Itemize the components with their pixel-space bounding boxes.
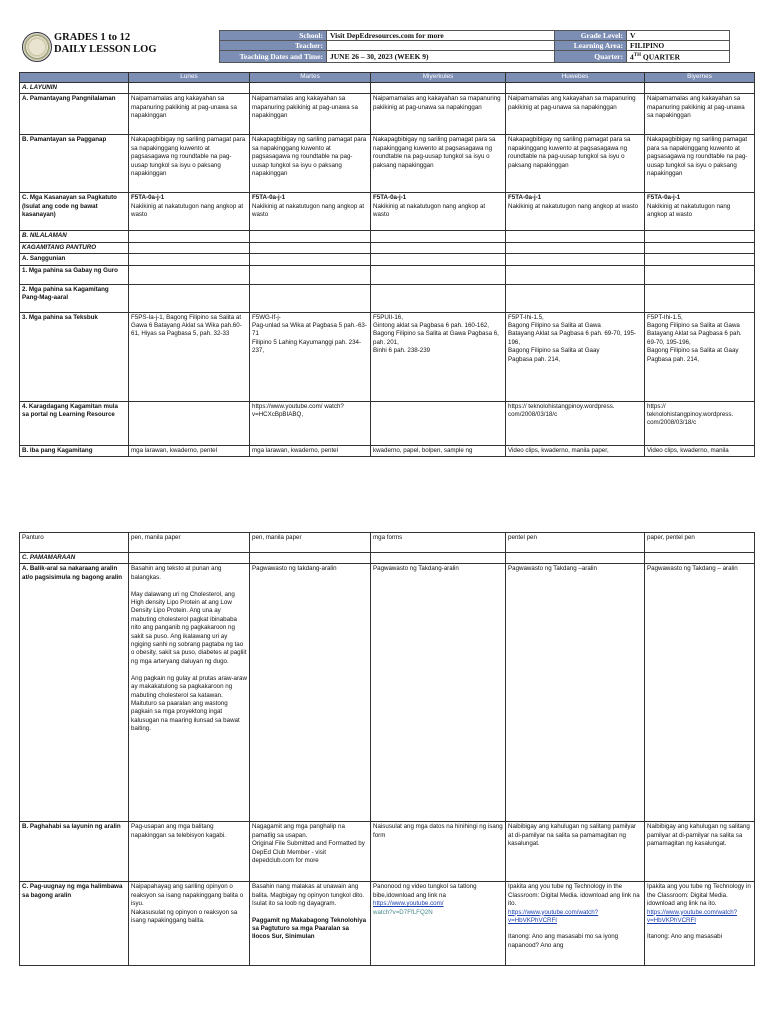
cell: Nagagamit ang mga panghalip na pamatlig sa usapan. Original File Submitted and Formatted by DepEd Club Member - visit depedclub.com for more [250,822,371,882]
title-line-1: GRADES 1 to 12 [54,32,131,43]
table-row [20,284,755,312]
cell [250,193,371,231]
cell: Pagwawasto ng Takdang –aralin [506,564,645,822]
cell: F5PT-Ihi-1.5, Bagong Filipino sa Salita at Gawa Batayang Aklat sa Pagbasa 6 pah. 69-70, 195-196, Bagong Filipino sa Salita at Gaay Pagbasa pah. 214, [506,312,645,401]
school-value: Visit DepEdresources.com for more [327,31,555,41]
cell: Nakapagbibigay ng sariling pamagat para sa napakinggang kuwento at pagsasagawa ng roundtable na pag-uusap tungkol sa isyu o paksang napakinggan [645,135,755,193]
cell: Naibibigay ang kahulugan ng salitang pamilyar at di-pamilyar na salita sa pamamagitan ng kasalungat. [645,822,755,882]
table-row [20,135,755,193]
cell [506,882,645,966]
video-link[interactable]: https://www.youtube.com/watch?v=HbVKPhVCRFI [508,908,599,925]
table-row [20,231,755,242]
day-martes: Martes [250,73,371,83]
video-link[interactable]: https://www.youtube.com/ [373,900,444,908]
table-row [20,83,755,94]
dates-label: Teaching Dates and Time: [220,51,327,63]
cell: Naipamamalas ang kakayahan sa mapanuring pakikinig at pag-unawa sa napakinggan [506,94,645,135]
row-label-paghahabi: B. Paghahabi sa layunin ng aralin [20,822,129,882]
area-label: Learning Area: [555,41,627,51]
cell [371,882,506,966]
cell: Video clips, kwaderno, manila paper, [506,445,645,456]
day-biyernes: Biyernes [645,73,755,83]
cell [506,193,645,231]
cell: Naipamamalas ang kakayahan sa mapanuring pakikinig at pag-unawa sa napakinggan [129,94,250,135]
table-row [20,312,755,401]
cell: Naipamamalas ang kakayahan sa mapanuring pakikinig at pag-unawa sa napakinggan [371,94,506,135]
quarter-number: 4 [630,52,634,62]
cell-text: Basahin nang malakas at unawain ang balita. Magbigay ng opinyon tungkol dito. Isulat ito sa loob ng dayagram. [252,883,365,908]
row-label-gabay: 1. Mga pahina sa Gabay ng Guro [20,265,129,284]
day-lunes: Lunes [129,73,250,83]
lesson-log-table-page-1 [19,72,755,457]
cell: Naipapahayag ang sariling opinyon o reaksyon sa isang napakinggang balita o isyu. Nakasusulat ng opinyon o reaksyon sa isang napakinggang balita. [129,882,250,966]
row-label-karagdagang: 4. Karagdagang Kagamitan mula sa portal ng Learning Resource [20,401,129,445]
cell-text: Itanong: Ano ang masasabi mo sa iyong napanood? Ano ang [508,933,619,949]
table-row [20,564,755,822]
quarter-word: QUARTER [640,52,681,62]
day-huwebes: Huwebes [506,73,645,83]
competency-code: F5TA-0a-j-1 [508,194,542,202]
table-row [20,193,755,231]
deped-seal-icon [22,32,52,62]
video-link[interactable]: https://www.youtube.com/watch?v=HbVKPhVCRFI [647,908,738,925]
cell: Pagwawasto ng Takdang-aralin [371,564,506,822]
row-label-kasanayan: C. Mga Kasanayan sa Pagkatuto (Isulat ang code ng bawat kasanayan) [20,193,129,231]
cell: Video clips, kwaderno, manila [645,445,755,456]
cell: mga larawan, kwaderno, pentel [129,445,250,456]
document-title [54,32,157,56]
cell: F5PT-Ihi-1.5, Bagong Filipino sa Salita at Gawa Batayang Aklat sa Pagbasa 6 pah. 69-70, 195-196, Bagong Filipino sa Salita at Gaay Pagbasa pah. 214, [645,312,755,401]
table-row [20,94,755,135]
table-row [20,553,755,564]
header-info-table [219,30,730,63]
day-miyerkules: Miyerkules [371,73,506,83]
row-label-balik-aral: A. Balik-aral sa nakaraang aralin at/o pagsisimula ng bagong aralin [20,564,129,822]
competency-text: Nakikinig at nakatutugon nang angkop at wasto [252,202,365,219]
competency-code: F5TA-0a-j-1 [131,194,165,202]
table-row [20,445,755,456]
cell: Nakapagbibigay ng sariling pamagat para sa napakinggang kuwento at pagsasagawa ng roundtable na pag-uusap tungkol sa isyu o paksang napakinggan [371,135,506,193]
section-layunin: A. LAYUNIN [20,83,129,94]
cell [645,882,755,966]
cell [371,193,506,231]
cell [250,882,371,966]
table-row [20,822,755,882]
day-header-row [20,73,755,83]
competency-text: Nakikinig at nakatutugon nang angkop at wasto [508,202,639,210]
cell: pen, manila paper [129,533,250,553]
row-label-pagganap: B. Pamantayan sa Pagganap [20,135,129,193]
cell: mga forms [371,533,506,553]
cell-text: Panonood ng video tungkol sa tatlong bibe,idownload ang link na [373,883,477,899]
cell: pen, manila paper [250,533,371,553]
grade-label: Grade Level: [555,31,627,41]
cell: Basahin ang teksto at punan ang balangkas. May dalawang uri ng Cholesterol, ang High density Lipo Protein at ang Low Density Lipo Protein. Ang una ay mabuting cholesterol pagkat ibinababa nito ang panganib ng pagkakaroon ng sakit sa puso. Ang ikalawang uri ay ngiging sanhi ng sobrang pagtaba ng tao o obesity, sakit sa puso, diabetes at pagliit ng mga arteryang daluyan ng dugo. Ang pagkain ng gulay at prutas araw-araw ay makakatulong sa pagkakaroon ng mabuting cholesterol sa katawan. Maituturo sa paaralan ang wastong pagkain sa mga proyektong ingat kalusugan na maaring ilunsad sa bawat baiting. [129,564,250,822]
cell: F5PUII-16, Gintong aklat sa Pagbasa 6 pah. 160-162, Bagong Filipino sa Salita at Gawa Pagbasa 6, pah. 201, Binhi 6 pah. 238-239 [371,312,506,401]
resource-link[interactable]: https://www.youtube.com/ watch?v=HCXcBpBIABQ, [250,401,371,445]
cell: Naisusulat ang mga datos na hinihingi ng isang form [371,822,506,882]
cell: F5WG-If-j- Pag-unlad sa Wika at Pagbasa 5 pah.-63-71 Filipino 5 Lahing Kayumanggi pah. 234-237, [250,312,371,401]
dates-value: JUNE 26 – 30, 2023 (WEEK 9) [327,51,555,63]
title-line-2: DAILY LESSON LOG [54,44,157,55]
cell: kwaderno, papel, bolpen, sample ng [371,445,506,456]
cell: paper, pentel pen [645,533,755,553]
section-pamamaraan: C. PAMAMARAAN [20,553,129,564]
quarter-value [627,51,730,63]
cell-text: Ipakita ang you tube ng Technology in the Classroom: Digital Media. idownload ang link na ito. [647,883,751,908]
competency-text: Nakikinig at nakatutugon nang angkop at wasto [131,202,244,219]
cell: F5PS-Ia-j-1, Bagong Filipino sa Salita at Gawa 6 Batayang Aklat sa Wika pah.60-61, Hiyas sa Pagbasa 5, pah. 32-33 [129,312,250,401]
cell [645,193,755,231]
cell: Nakapagbibigay ng sariling pamagat para sa napakinggang kuwento at pagsasagawa ng roundtable na pag-uusap tungkol sa isyu o paksang napakinggan [250,135,371,193]
table-row [20,882,755,966]
cell [371,401,506,445]
cell: Nakapagbibigay ng sariling pamagat para sa napakinggang kuwento at pagsasagawa ng roundtable na pag-uusap tungkol sa isyu o paksang napakinggan [129,135,250,193]
section-kagamitang: KAGAMITANG PANTURO [20,242,129,253]
quarter-suffix: TH [633,53,641,58]
teacher-value [327,41,555,51]
competency-code: F5TA-0a-j-1 [252,194,286,202]
row-label-panturo: Panturo [20,533,129,553]
row-label-kagamitang-mag-aaral: 2. Mga pahina sa Kagamitang Pang-Mag-aaral [20,284,129,312]
row-label-iba-pang: B. Iba pang Kagamitang [20,445,129,456]
video-link-continued[interactable]: watch?v=D7FfLFQ2N [373,908,433,916]
cell-text: Itanong: Ano ang masasabi [647,933,722,941]
school-label: School: [220,31,327,41]
cell: Pag-usapan ang mga balitang napakinggan sa telebisyon kagabi. [129,822,250,882]
cell: Naipamamalas ang kakayahan sa mapanuring pakikinig at pag-unawa sa napakinggan [645,94,755,135]
row-label-teksbuk: 3. Mga pahina sa Teksbuk [20,312,129,401]
table-row [20,401,755,445]
competency-text: Nakikinig at nakatutugon nang angkop at wasto [373,202,486,219]
resource-link[interactable]: https:// teknolohistangpinoy.wordpress. com/2008/03/18/c [645,401,755,445]
row-label-pag-uugnay: C. Pag-uugnay ng mga halimbawa sa bagong aralin [20,882,129,966]
cell [129,401,250,445]
table-row [20,265,755,284]
table-row [20,254,755,265]
table-row [20,533,755,553]
row-label-pamantayang: A. Pamantayang Pangnilalaman [20,94,129,135]
competency-code: F5TA-0a-j-1 [373,194,407,202]
section-nilalaman: B. NILALAMAN [20,231,129,242]
quarter-label: Quarter: [555,51,627,63]
competency-code: F5TA-0a-j-1 [647,194,681,202]
cell-text: Ipakita ang you tube ng Technology in the Classroom: Digital Media. idownload ang link na ito. [508,883,640,908]
cell: Naipamamalas ang kakayahan sa mapanuring pakikinig at pag-unawa sa napakinggan [250,94,371,135]
area-value: FILIPINO [627,41,730,51]
cell: Nakapagbibigay ng sariling pamagat para sa napakinggang kuwento at pagsasagawa ng roundtable na pag-uusap tungkol sa isyu o paksang napakinggan [506,135,645,193]
cell: Pagwawasto ng takdang-aralin [250,564,371,822]
cell: Naibibigay ang kahulugan ng salitang pamilyar at di-pamilyar na salita sa pamamagitan ng kasalungat. [506,822,645,882]
cell [129,193,250,231]
grade-value: V [627,31,730,41]
lesson-log-table-page-2 [19,532,755,966]
teacher-label: Teacher: [220,41,327,51]
cell: Pagwawasto ng Takdang – aralin [645,564,755,822]
competency-text: Nakikinig at nakatutugon nang angkop at wasto [647,202,731,219]
resource-link[interactable]: https:// teknolohistangpinoy.wordpress. com/2008/03/18/c [506,401,645,445]
dll-header [20,30,754,63]
table-row [20,242,755,253]
cell: mga larawan, kwaderno, pentel [250,445,371,456]
cell: pentel pen [506,533,645,553]
row-label-sanggunian: A. Sanggunian [20,254,129,265]
article-title: Paggamit ng Makabagong Teknolohiya sa Pagtuturo sa mga Paaralan sa Ilocos Sur, Sinimulan [252,916,367,941]
